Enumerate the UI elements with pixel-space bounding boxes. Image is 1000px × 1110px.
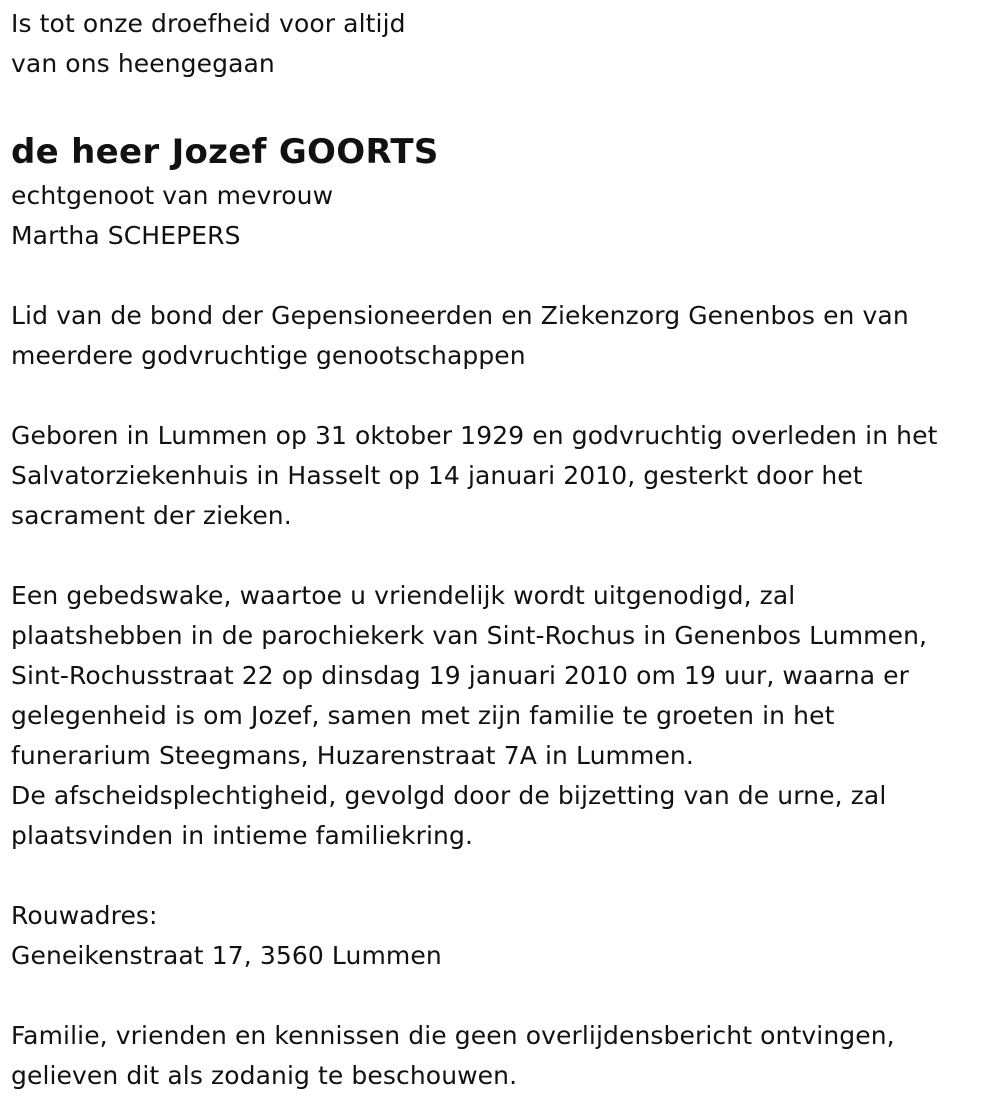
spacer	[11, 856, 996, 896]
spouse-line-2: Martha SCHEPERS	[11, 221, 241, 250]
spacer	[11, 536, 996, 576]
ceremony-line-6: De afscheidsplechtigheid, gevolgd door de bijzetting van de urne, zal	[11, 781, 887, 810]
spouse-line-1: echtgenoot van mevrouw	[11, 181, 334, 210]
spacer	[11, 976, 996, 1016]
ceremony-line-1: Een gebedswake, waartoe u vriendelijk wordt uitgenodigd, zal	[11, 581, 796, 610]
death-notice	[11, 4, 996, 1096]
spacer	[11, 376, 996, 416]
intro-line-2: van ons heengegaan	[11, 49, 275, 78]
birth-death-line-1: Geboren in Lummen op 31 oktober 1929 en godvruchtig overleden in het	[11, 421, 938, 450]
closing-line-2: gelieven dit als zodanig te beschouwen.	[11, 1061, 518, 1090]
birth-death-line-2: Salvatorziekenhuis in Hasselt op 14 januari 2010, gesterkt door het	[11, 461, 863, 490]
ceremony-line-3: Sint-Rochusstraat 22 op dinsdag 19 januari 2010 om 19 uur, waarna er	[11, 661, 910, 690]
membership-line-2: meerdere godvruchtige genootschappen	[11, 341, 526, 370]
deceased-name: de heer Jozef GOORTS	[11, 132, 439, 172]
ceremony-line-7: plaatsvinden in intieme familiekring.	[11, 821, 474, 850]
intro-line-1: Is tot onze droefheid voor altijd	[11, 9, 406, 38]
ceremony-line-2: plaatshebben in de parochiekerk van Sint-Rochus in Genenbos Lummen,	[11, 621, 928, 650]
address-label: Rouwadres:	[11, 901, 158, 930]
spacer	[11, 84, 996, 124]
ceremony-line-4: gelegenheid is om Jozef, samen met zijn familie te groeten in het	[11, 701, 835, 730]
ceremony-line-5: funerarium Steegmans, Huzarenstraat 7A in Lummen.	[11, 741, 694, 770]
address-value: Geneikenstraat 17, 3560 Lummen	[11, 941, 442, 970]
spacer	[11, 256, 996, 296]
membership-line-1: Lid van de bond der Gepensioneerden en Ziekenzorg Genenbos en van	[11, 301, 909, 330]
birth-death-line-3: sacrament der zieken.	[11, 501, 292, 530]
closing-line-1: Familie, vrienden en kennissen die geen overlijdensbericht ontvingen,	[11, 1021, 895, 1050]
